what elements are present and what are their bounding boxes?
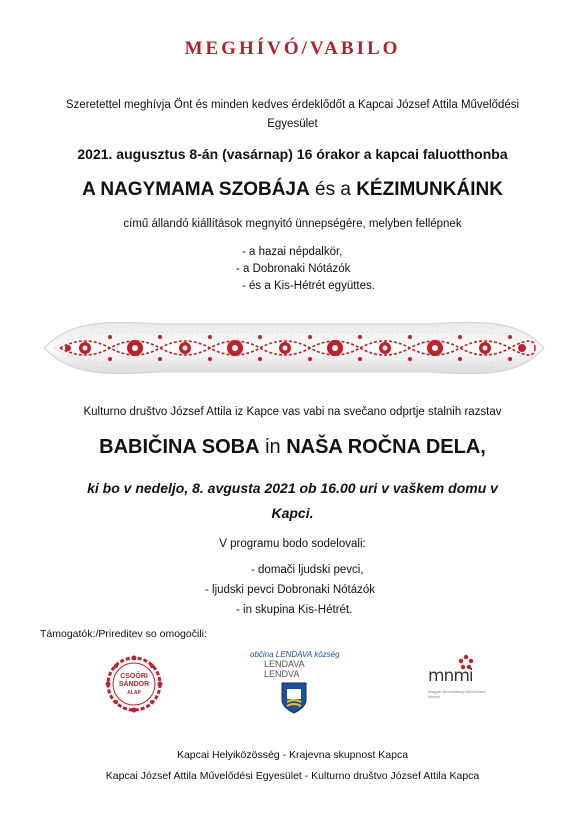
hu-performer-item: - és a Kis-Hétrét együttes. <box>242 280 375 292</box>
lendava-sub: LENDVA <box>264 669 300 679</box>
csoori-line3: ALAP <box>127 690 141 696</box>
hu-intro-line2: Egyesület <box>267 118 318 130</box>
sl-heading-part1: BABIČINA SOBA <box>99 436 260 458</box>
lendava-main: LENDAVA <box>264 659 305 669</box>
hu-date: 2021. augusztus 8-án (vasárnap) 16 órakor a kapcai faluotthonba <box>77 146 508 162</box>
sl-performer-item: - domači ljudski pevci, <box>251 564 364 576</box>
sl-program-intro: V programu bodo sodelovali: <box>219 538 366 550</box>
hu-heading <box>0 179 585 201</box>
csoori-line1: CSOÓRI <box>120 673 148 680</box>
sl-performer-item: - in skupina Kis-Hétrét. <box>236 604 353 616</box>
hu-intro <box>0 96 585 134</box>
hu-performer-item: - a Dobronaki Nótázók <box>236 263 351 275</box>
mnmi-text: mnmi <box>428 666 473 686</box>
sl-performer-item: - ljudski pevci Dobronaki Nótázók <box>205 584 376 596</box>
lendava-shield-icon <box>281 682 307 714</box>
sl-date-line1: ki bo v nedeljo, 8. avgusta 2021 ob 16.00 uri v vaškem domu v <box>87 480 498 496</box>
footer-line2: Kapcai József Attila Művelődési Egyesület - Kulturno društvo József Attila Kapca <box>105 770 480 782</box>
hu-subtitle: című állandó kiállítások megnyitó ünnepségére, melyben fellépnek <box>123 218 462 230</box>
csoori-sandor-logo <box>104 654 164 714</box>
footer-line1: Kapcai Helyiközösség - Krajevna skupnost Kapca <box>176 749 409 761</box>
sl-performer-list <box>205 560 375 620</box>
hu-performer-item: - a hazai népdalkör, <box>242 246 343 258</box>
hu-heading-conj: és a <box>309 179 357 200</box>
sl-heading-conj: in <box>259 436 287 458</box>
sl-date <box>0 476 585 526</box>
csoori-line2: SÁNDOR <box>118 681 150 688</box>
hu-heading-part1: A NAGYMAMA SZOBÁJA <box>82 179 310 200</box>
lace-embroidery-image <box>40 312 548 384</box>
sponsors-label: Támogatók:/Prireditev so omogočili: <box>40 628 207 640</box>
sl-heading <box>0 436 585 458</box>
hu-heading-part2: KÉZIMUNKÁINK <box>356 179 503 200</box>
sl-intro: Kulturno društvo József Attila iz Kapce vas vabi na svečano odprtje stalnih razstav <box>83 406 502 418</box>
sl-date-line2: Kapci. <box>271 505 314 521</box>
lendava-top: občina LENDAVA község <box>250 650 340 659</box>
page-title: MEGHÍVÓ/VABILO <box>184 38 401 59</box>
hu-performer-list <box>236 244 375 295</box>
mnmi-caption: Magyar Nemzetiségi Művelődési Intézet <box>428 689 486 699</box>
lendava-municipality-logo <box>250 650 340 720</box>
hu-intro-line1: Szeretettel meghívja Önt és minden kedves érdeklődőt a Kapcai József Attila Művelődési <box>65 99 520 111</box>
sl-heading-part2: NAŠA ROČNA DELA, <box>286 436 486 458</box>
mnmi-logo <box>428 654 498 714</box>
